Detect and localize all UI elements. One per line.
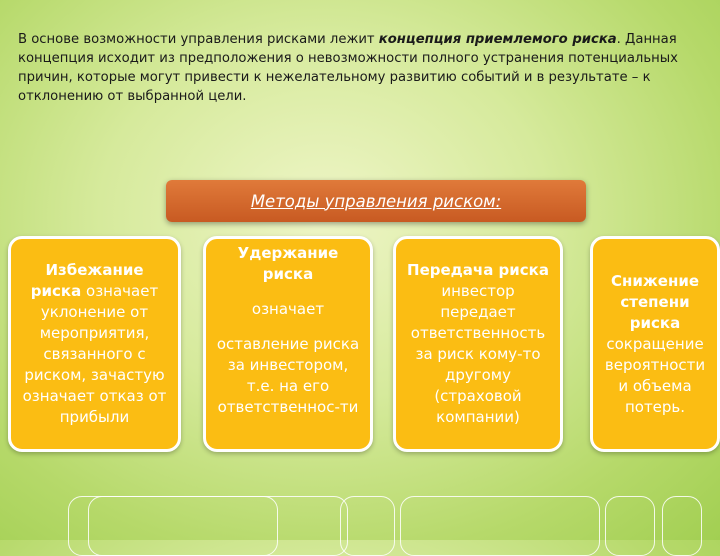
decor-box-4 xyxy=(400,496,600,556)
card-risk-transfer xyxy=(393,236,563,452)
card-risk-avoidance xyxy=(8,236,181,452)
card-4-title: Снижение степени риска xyxy=(610,271,700,332)
decor-box-3 xyxy=(340,496,395,556)
intro-part-3: . Данная концепция исходит из предположения о невозможности полного устранения потенциальных причин, которые могут привести к нежелательному развитию событий и в результате – к отклонению от выбранной цели. xyxy=(18,32,678,104)
intro-part-1: В основе возможности управления рисками лежит xyxy=(18,32,379,47)
decor-box-5 xyxy=(605,496,655,556)
card-risk-reduction xyxy=(590,236,720,452)
decor-box-6 xyxy=(662,496,702,556)
card-1-text xyxy=(19,260,170,428)
intro-emphasis: концепция приемлемого риска xyxy=(378,32,617,47)
intro-text xyxy=(18,30,708,106)
methods-banner xyxy=(166,180,586,222)
card-3-body: инвестор передает ответственность за риск кому-то другому (страховой компании) xyxy=(410,282,546,426)
card-3-title: Передача риска xyxy=(407,261,549,279)
methods-banner-label: Методы управления риском: xyxy=(250,191,502,211)
card-1-body: означает уклонение от мероприятия, связанного с риском, зачастую означает отказ от прибыли xyxy=(22,282,167,426)
card-4-body: сокращение вероятности и объема потерь. xyxy=(604,334,706,416)
decor-box-2 xyxy=(88,496,348,556)
card-2-title: Удержание риска xyxy=(237,244,339,283)
card-2-body-1: означает xyxy=(251,300,325,318)
card-2-body-2: оставление риска за инвестором, т.е. на его ответственнос-ти xyxy=(216,335,360,416)
card-risk-retention xyxy=(203,236,373,452)
card-1-title: Избежание риска xyxy=(30,261,144,300)
